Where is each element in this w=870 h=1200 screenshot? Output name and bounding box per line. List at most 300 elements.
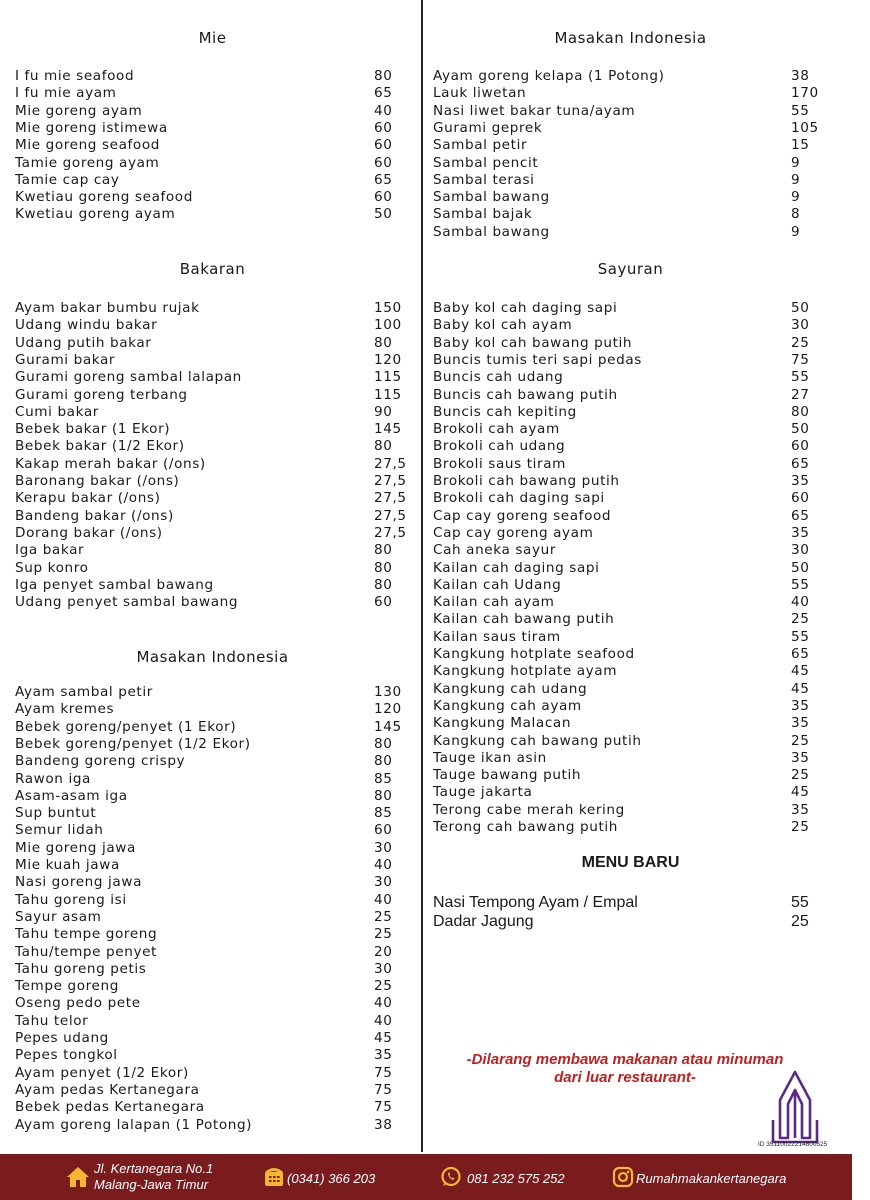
menu-item-price: 65 bbox=[791, 646, 810, 662]
menu-item-name: I fu mie seafood bbox=[15, 68, 135, 84]
menu-item-price: 30 bbox=[374, 839, 393, 856]
menu-item bbox=[15, 788, 410, 805]
menu-item-price: 65 bbox=[791, 507, 810, 524]
menu-item bbox=[433, 525, 828, 542]
menu-item bbox=[433, 663, 828, 680]
menu-item-price: 75 bbox=[374, 1099, 393, 1116]
menu-item-name: Ayam goreng kelapa (1 Potong) bbox=[433, 68, 665, 84]
menu-item bbox=[15, 103, 410, 120]
menu-item-price: 170 bbox=[791, 85, 819, 102]
menu-item-price: 75 bbox=[374, 1064, 393, 1081]
menu-item-price: 60 bbox=[374, 822, 393, 839]
menu-item-price: 35 bbox=[791, 801, 810, 818]
menu-item bbox=[433, 369, 828, 386]
menu-item bbox=[433, 629, 828, 646]
menu-item-name: Brokoli cah ayam bbox=[433, 421, 560, 438]
menu-item-price: 80 bbox=[374, 542, 393, 559]
menu-item-price: 9 bbox=[791, 171, 801, 188]
menu-item bbox=[15, 805, 410, 822]
menu-item-price: 130 bbox=[374, 684, 402, 700]
menu-item bbox=[15, 840, 410, 857]
footer-bar bbox=[0, 1154, 852, 1200]
menu-item-name: Nasi Tempong Ayam / Empal bbox=[433, 894, 638, 911]
menu-item-name: Brokoli cah bawang putih bbox=[433, 473, 620, 489]
menu-item bbox=[433, 750, 828, 767]
menu-item-price: 80 bbox=[374, 68, 393, 84]
menu-item-name: Tauge bawang putih bbox=[433, 767, 582, 784]
menu-item-price: 105 bbox=[791, 119, 819, 136]
menu-item bbox=[433, 560, 828, 577]
halal-id-text: ID 35110022214800525 bbox=[758, 1141, 828, 1148]
menu-item-name: Kangkung Malacan bbox=[433, 715, 572, 732]
menu-item-name: Kailan cah Udang bbox=[433, 576, 562, 593]
menu-baru-item bbox=[433, 893, 833, 913]
menu-item-price: 115 bbox=[374, 386, 402, 403]
menu-item-price: 25 bbox=[791, 767, 810, 784]
menu-item-name: Cumi bakar bbox=[15, 403, 99, 420]
menu-item-price: 9 bbox=[791, 223, 801, 240]
menu-item-name: Ayam bakar bumbu rujak bbox=[15, 300, 200, 316]
menu-item bbox=[433, 681, 828, 698]
menu-item-price: 65 bbox=[374, 171, 393, 188]
menu-item-name: Ayam goreng lalapan (1 Potong) bbox=[15, 1116, 253, 1133]
column-divider bbox=[421, 0, 423, 1152]
menu-item-price: 60 bbox=[374, 189, 393, 206]
menu-item bbox=[433, 300, 828, 317]
menu-item-price: 25 bbox=[374, 978, 393, 995]
menu-item bbox=[433, 387, 828, 404]
section-title: Sayuran bbox=[597, 260, 664, 278]
menu-item bbox=[15, 335, 410, 352]
menu-item-name: Cap cay goreng seafood bbox=[433, 507, 612, 524]
menu-item bbox=[15, 1030, 410, 1047]
menu-item-name: Baby kol cah daging sapi bbox=[433, 300, 618, 316]
menu-item-price: 38 bbox=[791, 68, 810, 84]
menu-item-name: Tahu goreng petis bbox=[15, 960, 147, 977]
menu-item-price: 40 bbox=[791, 594, 810, 611]
menu-item-price: 9 bbox=[791, 189, 801, 206]
menu-item-name: Oseng pedo pete bbox=[15, 995, 141, 1012]
menu-item-name: Brokoli cah daging sapi bbox=[433, 490, 605, 507]
footer-right-edge bbox=[852, 1154, 870, 1200]
menu-item-price: 120 bbox=[374, 351, 402, 368]
menu-item bbox=[15, 961, 410, 978]
menu-item-name: Kangkung cah udang bbox=[433, 680, 588, 697]
menu-item-price: 15 bbox=[791, 137, 810, 154]
menu-item-price: 45 bbox=[374, 1030, 393, 1046]
menu-item-name: Buncis cah udang bbox=[433, 369, 564, 386]
menu-item-name: Kailan cah ayam bbox=[433, 594, 555, 611]
menu-item-price: 80 bbox=[374, 753, 393, 770]
menu-item bbox=[15, 944, 410, 961]
menu-item bbox=[15, 560, 410, 577]
menu-item-name: Kangkung cah bawang putih bbox=[433, 732, 642, 749]
menu-item bbox=[15, 68, 410, 85]
menu-item bbox=[15, 120, 410, 137]
menu-item-name: Brokoli cah udang bbox=[433, 438, 566, 455]
menu-baru-title: MENU BARU bbox=[581, 854, 680, 871]
menu-item-name: Tempe goreng bbox=[15, 978, 119, 995]
menu-item-name: Terong cah bawang putih bbox=[433, 819, 619, 835]
menu-item bbox=[15, 1013, 410, 1030]
menu-item bbox=[433, 473, 828, 490]
menu-item-price: 30 bbox=[374, 874, 393, 891]
menu-item-name: Kangkung hotplate seafood bbox=[433, 646, 635, 662]
menu-item-price: 25 bbox=[791, 611, 810, 628]
menu-item bbox=[15, 189, 410, 206]
menu-item-name: Kangkung hotplate ayam bbox=[433, 663, 618, 680]
menu-item-price: 45 bbox=[791, 680, 810, 697]
menu-item-name: Tahu tempe goreng bbox=[15, 926, 158, 943]
menu-item-price: 55 bbox=[791, 102, 810, 119]
menu-item-name: Iga penyet sambal bawang bbox=[15, 576, 214, 593]
menu-item-name: Pepes udang bbox=[15, 1030, 109, 1046]
menu-item bbox=[15, 995, 410, 1012]
menu-item-price: 38 bbox=[374, 1116, 393, 1133]
menu-item-name: Sambal petir bbox=[433, 137, 528, 154]
menu-item bbox=[433, 577, 828, 594]
menu-item bbox=[15, 701, 410, 718]
menu-item-name: Pepes tongkol bbox=[15, 1047, 118, 1064]
menu-item bbox=[15, 1099, 410, 1116]
menu-item-name: Buncis cah kepiting bbox=[433, 403, 577, 420]
menu-item-price: 65 bbox=[374, 85, 393, 102]
menu-item-price: 35 bbox=[791, 697, 810, 714]
menu-item-name: Udang putih bakar bbox=[15, 334, 152, 351]
menu-item bbox=[433, 137, 828, 154]
menu-item bbox=[433, 715, 828, 732]
menu-item-price: 20 bbox=[374, 943, 393, 960]
menu-item-name: Gurami geprek bbox=[433, 119, 543, 136]
menu-item bbox=[15, 719, 410, 736]
menu-item-price: 50 bbox=[791, 421, 810, 438]
footer-address bbox=[94, 1161, 213, 1193]
section-title: Bakaran bbox=[179, 260, 246, 278]
menu-item bbox=[15, 1117, 410, 1134]
menu-item-name: Tahu goreng isi bbox=[15, 891, 127, 908]
menu-item-name: Sayur asam bbox=[15, 908, 102, 925]
menu-item-name: Buncis cah bawang putih bbox=[433, 386, 618, 403]
menu-item-price: 80 bbox=[374, 576, 393, 593]
outside-food-notice bbox=[435, 1051, 815, 1087]
menu-item-price: 85 bbox=[374, 770, 393, 787]
menu-item-price: 50 bbox=[791, 559, 810, 576]
menu-item bbox=[433, 698, 828, 715]
menu-item-name: Bebek pedas Kertanegara bbox=[15, 1099, 205, 1116]
menu-item-price: 75 bbox=[374, 1081, 393, 1098]
menu-item-name: Tahu/tempe penyet bbox=[15, 943, 157, 960]
menu-item bbox=[433, 224, 828, 241]
menu-item bbox=[433, 438, 828, 455]
menu-item bbox=[15, 736, 410, 753]
menu-item bbox=[433, 767, 828, 784]
menu-item bbox=[15, 926, 410, 943]
menu-item-price: 50 bbox=[374, 206, 393, 223]
menu-item-name: Tauge jakarta bbox=[433, 784, 533, 801]
menu-item bbox=[433, 611, 828, 628]
menu-item-price: 27,5 bbox=[374, 507, 407, 524]
menu-item-price: 80 bbox=[374, 735, 393, 752]
menu-item-price: 80 bbox=[791, 403, 810, 420]
menu-item bbox=[433, 542, 828, 559]
menu-item bbox=[15, 155, 410, 172]
menu-item-price: 40 bbox=[374, 857, 393, 873]
menu-item-price: 80 bbox=[374, 334, 393, 351]
menu-item bbox=[433, 490, 828, 507]
menu-item-name: Kangkung cah ayam bbox=[433, 697, 582, 714]
menu-item-price: 80 bbox=[374, 438, 393, 455]
menu-item bbox=[433, 85, 828, 102]
menu-item bbox=[433, 317, 828, 334]
menu-item bbox=[433, 155, 828, 172]
menu-item-name: Mie goreng ayam bbox=[15, 102, 143, 119]
menu-item-name: Sambal pencit bbox=[433, 154, 539, 171]
menu-item bbox=[433, 335, 828, 352]
menu-item-name: Sambal bawang bbox=[433, 189, 550, 206]
menu-item-name: Tamie cap cay bbox=[15, 171, 120, 188]
menu-item-name: Gurami goreng sambal lalapan bbox=[15, 369, 242, 386]
menu-item bbox=[15, 85, 410, 102]
menu-item-name: Kailan cah bawang putih bbox=[433, 611, 615, 628]
menu-item bbox=[15, 508, 410, 525]
footer-whatsapp[interactable]: 081 232 575 252 bbox=[467, 1171, 565, 1186]
menu-item-price: 90 bbox=[374, 403, 393, 420]
menu-item-price: 25 bbox=[791, 334, 810, 351]
menu-item bbox=[15, 456, 410, 473]
menu-item bbox=[433, 206, 828, 223]
menu-item-name: Baby kol cah bawang putih bbox=[433, 334, 633, 351]
menu-item-price: 25 bbox=[374, 926, 393, 943]
menu-item-price: 120 bbox=[374, 701, 402, 718]
menu-item-name: Bebek goreng/penyet (1 Ekor) bbox=[15, 718, 237, 735]
menu-item-price: 55 bbox=[791, 628, 810, 645]
menu-item-name: Mie goreng seafood bbox=[15, 137, 160, 154]
menu-item-price: 30 bbox=[791, 542, 810, 559]
menu-item bbox=[433, 456, 828, 473]
menu-item-name: Mie goreng istimewa bbox=[15, 119, 168, 136]
menu-item bbox=[15, 387, 410, 404]
menu-item bbox=[433, 784, 828, 801]
menu-item-price: 35 bbox=[374, 1047, 393, 1064]
menu-item-name: Bebek bakar (1 Ekor) bbox=[15, 421, 171, 438]
menu-item bbox=[15, 352, 410, 369]
section-title: Mie bbox=[198, 29, 227, 47]
address-line-1: Jl. Kertanegara No.1 bbox=[94, 1161, 214, 1176]
menu-item-price: 60 bbox=[374, 594, 393, 611]
menu-item-price: 8 bbox=[791, 206, 801, 223]
menu-item-name: Ayam sambal petir bbox=[15, 684, 153, 700]
menu-item bbox=[15, 542, 410, 559]
menu-item-name: Semur lidah bbox=[15, 822, 104, 839]
menu-item bbox=[433, 189, 828, 206]
menu-item-name: Sup konro bbox=[15, 559, 89, 576]
menu-item bbox=[433, 646, 828, 663]
menu-item-price: 30 bbox=[791, 317, 810, 334]
notice-line-1: -Dilarang membawa makanan atau minuman bbox=[466, 1051, 784, 1068]
menu-item-name: Baby kol cah ayam bbox=[433, 317, 573, 334]
menu-item-price: 25 bbox=[791, 819, 810, 835]
menu-item-price: 27,5 bbox=[374, 473, 407, 489]
menu-item bbox=[433, 404, 828, 421]
menu-item-name: Asam-asam iga bbox=[15, 787, 128, 804]
menu-item-price: 40 bbox=[374, 891, 393, 908]
menu-item-name: Gurami goreng terbang bbox=[15, 386, 188, 403]
menu-item bbox=[15, 490, 410, 507]
menu-item bbox=[433, 819, 828, 836]
menu-item bbox=[433, 508, 828, 525]
menu-item bbox=[15, 874, 410, 891]
menu-item-name: Baronang bakar (/ons) bbox=[15, 473, 180, 489]
telephone-icon bbox=[263, 1166, 285, 1188]
menu-item bbox=[15, 404, 410, 421]
menu-item bbox=[15, 369, 410, 386]
menu-item-price: 35 bbox=[791, 473, 810, 489]
menu-item-price: 25 bbox=[791, 913, 809, 930]
menu-item-name: Lauk liwetan bbox=[433, 85, 527, 102]
menu-item-name: Terong cabe merah kering bbox=[433, 801, 625, 818]
menu-item bbox=[433, 802, 828, 819]
menu-item bbox=[15, 753, 410, 770]
menu-item-price: 55 bbox=[791, 369, 810, 386]
menu-item-name: Kakap merah bakar (/ons) bbox=[15, 455, 206, 472]
menu-item-price: 55 bbox=[791, 576, 810, 593]
menu-item bbox=[15, 892, 410, 909]
menu-item-price: 40 bbox=[374, 995, 393, 1012]
menu-item-price: 75 bbox=[791, 351, 810, 368]
menu-item bbox=[15, 300, 410, 317]
menu-item-price: 60 bbox=[791, 490, 810, 507]
footer-phone[interactable]: (0341) 366 203 bbox=[287, 1171, 376, 1186]
menu-item bbox=[15, 684, 410, 701]
menu-item-name: Ayam pedas Kertanegara bbox=[15, 1081, 200, 1098]
menu-item-price: 60 bbox=[374, 154, 393, 171]
menu-item-name: Dadar Jagung bbox=[433, 913, 534, 930]
menu-item-name: Tamie goreng ayam bbox=[15, 154, 160, 171]
section-title: Masakan Indonesia bbox=[554, 29, 707, 47]
menu-item-name: Gurami bakar bbox=[15, 351, 116, 368]
menu-item bbox=[15, 822, 410, 839]
menu-item-name: Udang penyet sambal bawang bbox=[15, 594, 239, 611]
menu-item-price: 60 bbox=[374, 119, 393, 136]
menu-item-price: 25 bbox=[374, 908, 393, 925]
menu-item bbox=[15, 317, 410, 334]
menu-item-name: Mie goreng jawa bbox=[15, 839, 136, 856]
menu-item-price: 40 bbox=[374, 1012, 393, 1029]
menu-item-name: Kailan cah daging sapi bbox=[433, 559, 600, 576]
menu-item-name: Buncis tumis teri sapi pedas bbox=[433, 351, 642, 368]
menu-item-price: 145 bbox=[374, 718, 402, 735]
menu-item-price: 150 bbox=[374, 300, 402, 316]
menu-item-name: Bandeng goreng crispy bbox=[15, 753, 186, 770]
footer-instagram[interactable]: Rumahmakankertanegara bbox=[636, 1171, 787, 1186]
menu-item-price: 25 bbox=[791, 732, 810, 749]
menu-item-name: Cap cay goreng ayam bbox=[433, 524, 594, 541]
menu-item-name: Dorang bakar (/ons) bbox=[15, 524, 163, 541]
menu-item-name: Bandeng bakar (/ons) bbox=[15, 507, 174, 524]
menu-item-name: Sup buntut bbox=[15, 805, 97, 822]
menu-item-name: Bebek goreng/penyet (1/2 Ekor) bbox=[15, 735, 251, 752]
menu-item-name: Mie kuah jawa bbox=[15, 857, 120, 873]
menu-item-price: 30 bbox=[374, 960, 393, 977]
menu-item-name: Kwetiau goreng ayam bbox=[15, 206, 176, 223]
menu-baru-item bbox=[433, 912, 833, 932]
menu-item-name: Brokoli saus tiram bbox=[433, 455, 567, 472]
menu-item-price: 27,5 bbox=[374, 490, 407, 507]
menu-item bbox=[15, 771, 410, 788]
menu-item-name: Tahu telor bbox=[15, 1012, 89, 1029]
menu-item-price: 55 bbox=[791, 894, 809, 911]
menu-item-name: Ayam penyet (1/2 Ekor) bbox=[15, 1064, 189, 1081]
menu-item bbox=[15, 172, 410, 189]
menu-item bbox=[433, 421, 828, 438]
whatsapp-icon bbox=[440, 1166, 462, 1188]
menu-item-price: 80 bbox=[374, 787, 393, 804]
notice-line-2: dari luar restaurant- bbox=[554, 1069, 696, 1086]
menu-item-name: Kwetiau goreng seafood bbox=[15, 189, 193, 206]
menu-item-price: 9 bbox=[791, 154, 801, 171]
menu-item-price: 27 bbox=[791, 386, 810, 403]
menu-item-price: 60 bbox=[791, 438, 810, 455]
menu-item bbox=[15, 909, 410, 926]
menu-item-name: Bebek bakar (1/2 Ekor) bbox=[15, 438, 185, 455]
menu-item-name: Rawon iga bbox=[15, 770, 91, 787]
halal-logo-icon bbox=[770, 1070, 820, 1144]
menu-item bbox=[15, 857, 410, 874]
menu-item-price: 80 bbox=[374, 559, 393, 576]
menu-item bbox=[15, 473, 410, 490]
menu-item-price: 65 bbox=[791, 455, 810, 472]
menu-item-price: 60 bbox=[374, 137, 393, 154]
menu-item-price: 50 bbox=[791, 300, 810, 316]
menu-item-name: Nasi liwet bakar tuna/ayam bbox=[433, 102, 636, 119]
menu-item-name: Sambal bajak bbox=[433, 206, 533, 223]
menu-item bbox=[15, 1047, 410, 1064]
menu-item-name: I fu mie ayam bbox=[15, 85, 117, 102]
menu-item-name: Sambal terasi bbox=[433, 171, 535, 188]
menu-item bbox=[433, 172, 828, 189]
menu-item bbox=[433, 733, 828, 750]
menu-item-price: 45 bbox=[791, 663, 810, 680]
menu-item-price: 85 bbox=[374, 805, 393, 822]
menu-item-name: Tauge ikan asin bbox=[433, 749, 547, 766]
menu-item-price: 27,5 bbox=[374, 524, 407, 541]
menu-item-price: 35 bbox=[791, 524, 810, 541]
menu-item-name: Ayam kremes bbox=[15, 701, 115, 718]
menu-item bbox=[433, 68, 828, 85]
menu-item-price: 45 bbox=[791, 784, 810, 801]
menu-item-price: 145 bbox=[374, 421, 402, 438]
menu-item-name: Udang windu bakar bbox=[15, 317, 158, 334]
menu-item-name: Kerapu bakar (/ons) bbox=[15, 490, 161, 507]
menu-item-name: Sambal bawang bbox=[433, 223, 550, 240]
address-line-2: Malang-Jawa Timur bbox=[94, 1177, 209, 1192]
menu-item bbox=[15, 525, 410, 542]
menu-item bbox=[15, 594, 410, 611]
menu-item bbox=[15, 1065, 410, 1082]
home-icon bbox=[66, 1166, 90, 1188]
menu-item-name: Cah aneka sayur bbox=[433, 542, 557, 559]
menu-item bbox=[15, 137, 410, 154]
menu-item bbox=[15, 978, 410, 995]
menu-item-name: Nasi goreng jawa bbox=[15, 874, 142, 891]
menu-item bbox=[15, 577, 410, 594]
menu-item bbox=[15, 206, 410, 223]
menu-item-price: 27,5 bbox=[374, 455, 407, 472]
menu-item-price: 100 bbox=[374, 317, 402, 334]
menu-item bbox=[15, 421, 410, 438]
menu-item-price: 40 bbox=[374, 102, 393, 119]
menu-item bbox=[433, 352, 828, 369]
